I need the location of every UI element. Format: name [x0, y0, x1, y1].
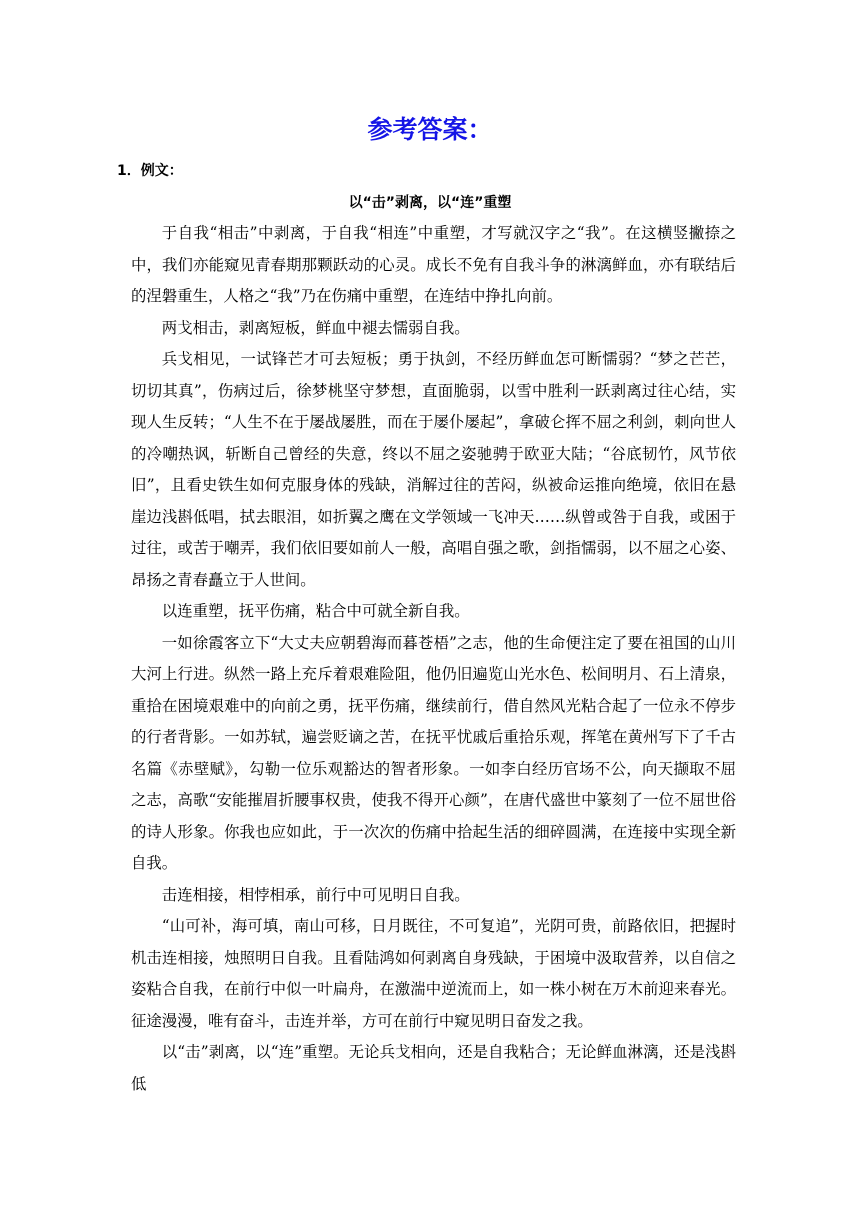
question-number: 1．例文： [117, 163, 183, 179]
paragraph: 以连重塑，抚平伤痛，粘合中可就全新自我。 [161, 602, 470, 620]
paragraph: “山可补，海可填，南山可移，日月既往，不可复追”，光阴可贵，前路依旧，把握时机击连相接，烛照明日自我。且看陆鸿如何剥离自身残缺，于困境中汲取营养，以自信之姿粘合自我，在前行中似一叶扁舟，在激湍中逆流而上，如一株小树在万木前迎来春光。征途漫漫，唯有奋斗，击连并举，方可在前行中窥见明日奋发之我。 [131, 917, 736, 1030]
answer-heading: 参考答案： [367, 115, 493, 144]
paragraph: 以“击”剥离，以“连”重塑。无论兵戈相向，还是自我粘合；无论鲜血淋漓，还是浅斟低 [131, 1043, 736, 1093]
essay-body [131, 218, 736, 1100]
paragraph: 兵戈相见，一试锋芒才可去短板；勇于执剑，不经历鲜血怎可断懦弱？“梦之芒芒，切切其真”，伤病过后，徐梦桃坚守梦想，直面脆弱，以雪中胜利一跃剥离过往心结，实现人生反转；“人生不在于屡战屡胜，而在于屡仆屡起”，拿破仑挥不屈之利剑，刺向世人的冷嘲热讽，斩断自己曾经的失意，终以不屈之姿驰骋于欧亚大陆；“谷底韧竹，风节依旧”，且看史铁生如何克服身体的残缺，消解过往的苦闷，纵被命运推向绝境，依旧在悬崖边浅斟低唱，拭去眼泪，如折翼之鹰在文学领域一飞冲天……纵曾或咎于自我，或困于过往，或苦于嘲弄，我们依旧要如前人一般，高唱自强之歌，剑指懦弱，以不屈之心姿、昂扬之青春矗立于人世间。 [131, 350, 736, 589]
paragraph: 两戈相击，剥离短板，鲜血中褪去懦弱自我。 [161, 318, 470, 337]
essay-title: 以“击”剥离，以“连”重塑 [348, 195, 512, 211]
paragraph: 击连相接，相悖相承，前行中可见明日自我。 [161, 885, 470, 904]
paragraph: 一如徐霞客立下“大丈夫应朝碧海而暮苍梧”之志，他的生命便注定了要在祖国的山川大河上行进。纵然一路上充斥着艰难险阻，他仍旧遍览山光水色、松间明月、石上清泉，重拾在困境艰难中的向前之勇，抚平伤痛，继续前行，借自然风光粘合起了一位永不停步的行者背影。一如苏轼，遍尝贬谪之苦，在抚平忧戚后重拾乐观，挥笔在黄州写下了千古名篇《赤壁赋》，勾勒一位乐观豁达的智者形象。一如李白经历官场不公，向天撷取不屈之志，高歌“安能摧眉折腰事权贵，使我不得开心颜”，在唐代盛世中篆刻了一位不屈世俗的诗人形象。你我也应如此，于一次次的伤痛中拾起生活的细碎圆满，在连接中实现全新自我。 [131, 633, 736, 872]
paragraph: 于自我“相击”中剥离，于自我“相连”中重塑，才写就汉字之“我”。在这横竖撇捺之中，我们亦能窥见青春期那颗跃动的心灵。成长不免有自我斗争的淋漓鲜血，亦有联结后的涅磐重生，人格之“我”乃在伤痛中重塑，在连结中挣扎向前。 [131, 224, 736, 305]
